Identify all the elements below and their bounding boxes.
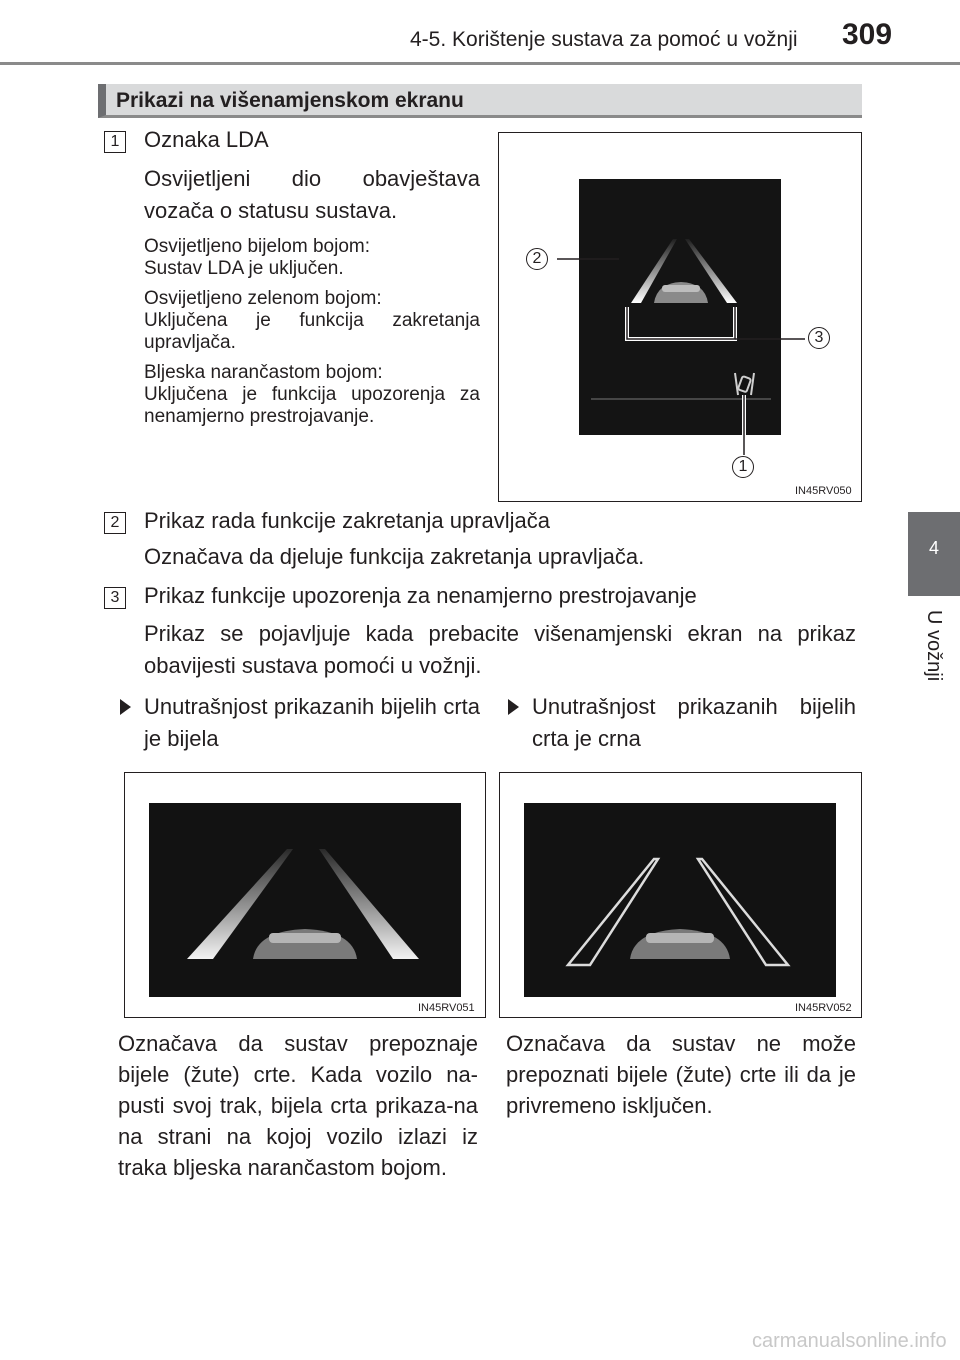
item-number-badge: 2: [104, 512, 126, 534]
multi-info-screen: [524, 803, 836, 997]
chapter-tab-label: U vožnji: [923, 610, 945, 682]
callout-2: 2: [526, 248, 548, 270]
right-column-caption: Označava da sustav ne može prepoznati bijele (žute) crte ili da je privremeno isključen.: [506, 1031, 856, 1118]
item1-title: Oznaka LDA: [144, 127, 269, 152]
item2-title: Prikaz rada funkcije zakretanja upravljača: [144, 508, 550, 533]
car-window: [646, 933, 714, 943]
running-header-section: 4-5. Korištenje sustava za pomoć u vožnji: [410, 28, 798, 51]
figure-white-lines: [124, 772, 486, 1018]
note-label: Bljeska narančastom bojom:: [144, 362, 383, 383]
lda-display-illustration: [499, 133, 860, 500]
right-column-heading: Unutrašnjost prikazanih bijelih crta je crna: [532, 694, 856, 751]
left-column-heading: Unutrašnjost prikazanih bijelih crta je bijela: [144, 694, 480, 751]
bullet-arrow-icon: [508, 699, 519, 715]
item3-description: Prikaz se pojavljuje kada prebacite višenamjenski ekran na prikaz obavijesti sustava pomoći u vožnji.: [144, 621, 856, 678]
figure-code: IN45RV050: [795, 485, 852, 497]
page-number: 309: [842, 18, 893, 51]
watermark: carmanualsonline.info: [752, 1330, 947, 1352]
figure-code: IN45RV052: [795, 1002, 852, 1014]
item2-description: Označava da djeluje funkcija zakretanja upravljača.: [144, 544, 645, 569]
car-window: [662, 285, 700, 292]
multi-info-screen: [149, 803, 461, 997]
item1-description: Osvijetljeni dio obavještava vozača o statusu sustava.: [144, 166, 480, 223]
car-window: [269, 933, 341, 943]
bullet-arrow-icon: [120, 699, 131, 715]
note-label: Osvijetljeno bijelom bojom:: [144, 236, 370, 257]
header-rule: [0, 62, 960, 65]
item-number-badge: 1: [104, 131, 126, 153]
figure-lda-display: [498, 132, 862, 502]
note-text: Uključena je funkcija upozorenja za nenamjerno prestrojavanje.: [144, 384, 480, 427]
note-text: Sustav LDA je uključen.: [144, 258, 344, 279]
item-number-badge: 3: [104, 587, 126, 609]
multi-info-screen: [579, 179, 781, 435]
lane-display-outline: [500, 773, 860, 1016]
item3-title: Prikaz funkcije upozorenja za nenamjerno prestrojavanje: [144, 583, 697, 608]
callout-3: 3: [808, 327, 830, 349]
lane-display-filled: [125, 773, 484, 1016]
figure-black-lines: [499, 772, 862, 1018]
callout-1: 1: [732, 456, 754, 478]
chapter-tab-number: 4: [928, 538, 939, 558]
note-label: Osvijetljeno zelenom bojom:: [144, 288, 382, 309]
item1-notes: [144, 236, 480, 428]
figure-code: IN45RV051: [418, 1002, 475, 1014]
section-title: Prikazi na višenamjenskom ekranu: [116, 89, 464, 112]
left-column-caption: Označava da sustav prepoznaje bijele (žute) crte. Kada vozilo na-pusti svoj trak, bijela crta prikaza-na na strani na kojoj vozilo izlazi iz traka bljeska narančastom bojom.: [118, 1031, 478, 1180]
note-text: Uključena je funkcija zakretanja upravljača.: [144, 310, 480, 353]
